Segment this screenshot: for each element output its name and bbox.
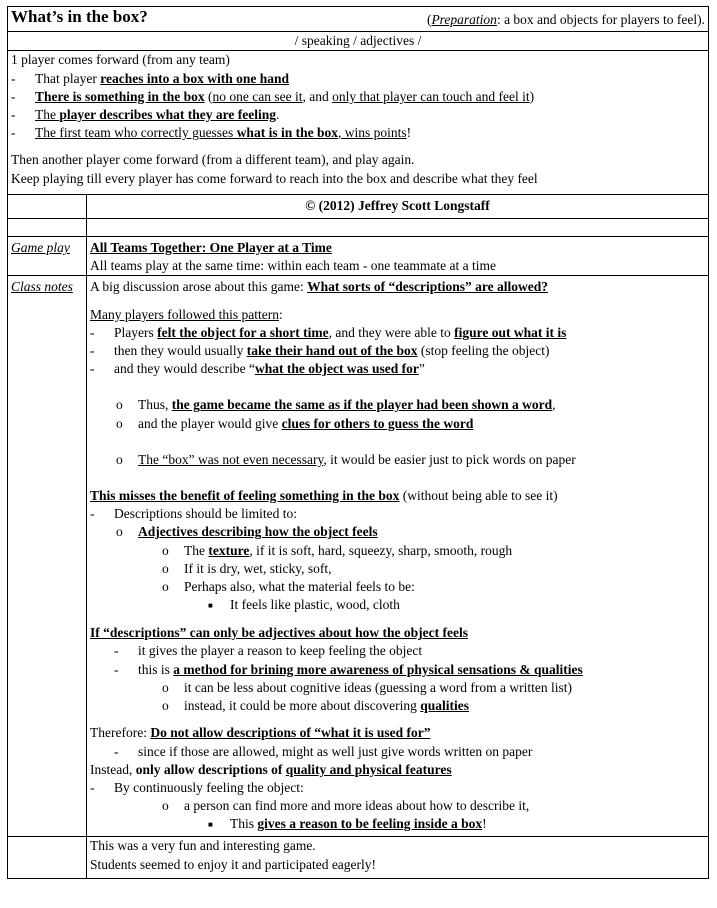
- dash-marker: -: [90, 779, 95, 795]
- spacer: [90, 715, 705, 724]
- classnotes-row: [8, 276, 709, 837]
- intro-bullet: - There is something in the box (no one can see it, and only that player can touch and feel it): [11, 88, 705, 106]
- classnotes-label: Class notes: [11, 279, 73, 295]
- circle-marker: o: [116, 451, 123, 467]
- dash-marker: -: [114, 743, 119, 759]
- spacer: [90, 433, 705, 451]
- note-bullet: - it gives the player a reason to keep feeling the object: [90, 642, 705, 660]
- activity-title: What’s in the box?: [11, 7, 148, 26]
- spacer: [90, 297, 705, 306]
- final-line: This was a very fun and interesting game.: [90, 838, 316, 854]
- note-subbullet: o The “box” was not even necessary, it would be easier just to pick words on paper: [90, 451, 705, 469]
- blank-cell: [8, 219, 87, 237]
- note-subsubbullet: o The texture, if it is soft, hard, squeezy, sharp, smooth, rough: [90, 542, 705, 560]
- final-line: Students seemed to enjoy it and participated eagerly!: [90, 856, 377, 872]
- note-line: This misses the benefit of feeling something in the box (without being able to see it): [90, 488, 558, 504]
- intro-paragraph: Then another player come forward (from a different team), and play again.: [11, 152, 415, 168]
- blank-row: [8, 219, 709, 237]
- circle-marker: o: [116, 524, 123, 540]
- title-cell: [8, 7, 709, 32]
- preparation-note: (Preparation: a box and objects for players to feel).: [426, 12, 705, 27]
- dash-marker: -: [11, 125, 16, 141]
- note-bullet: - since if those are allowed, might as well just give words written on paper: [90, 743, 705, 761]
- spacer: [90, 615, 705, 624]
- intro-bullet: - That player reaches into a box with one hand: [11, 70, 705, 88]
- circle-marker: o: [162, 798, 169, 814]
- note-subsubbullet: o it can be less about cognitive ideas (guessing a word from a written list): [90, 679, 705, 697]
- circle-marker: o: [162, 698, 169, 714]
- note-line: If “descriptions” can only be adjectives about how the object feels: [90, 625, 468, 641]
- note-bullet: - then they would usually take their hand out of the box (stop feeling the object): [90, 342, 705, 360]
- gameplay-cell: [87, 237, 709, 276]
- empty-label-cell: [8, 837, 87, 878]
- note-line: A big discussion arose about this game: What sorts of “descriptions” are allowed?: [90, 279, 548, 295]
- square-marker: ■: [208, 601, 213, 611]
- circle-marker: o: [162, 560, 169, 576]
- empty-label-cell: [8, 194, 87, 218]
- note-subsubbullet: o instead, it could be more about discovering qualities: [90, 697, 705, 715]
- dash-marker: -: [114, 661, 119, 677]
- circle-marker: o: [162, 679, 169, 695]
- spacer: [11, 142, 705, 151]
- circle-marker: o: [162, 579, 169, 595]
- intro-bullet: - The player describes what they are feeling.: [11, 106, 705, 124]
- circle-marker: o: [116, 397, 123, 413]
- final-cell: [87, 837, 709, 878]
- copyright-row: [8, 194, 709, 218]
- intro-bullet: - The first team who correctly guesses what is in the box, wins points!: [11, 124, 705, 142]
- dash-marker: -: [90, 343, 95, 359]
- dash-marker: -: [90, 324, 95, 340]
- tags-cell: [8, 32, 709, 51]
- classnotes-label-cell: [8, 276, 87, 837]
- note-subbullet: o Thus, the game became the same as if the player had been shown a word,: [90, 396, 705, 414]
- circle-marker: o: [116, 415, 123, 431]
- note-bullet: - and they would describe “what the object was used for”: [90, 360, 705, 378]
- note-bullet: - By continuously feeling the object:: [90, 779, 705, 797]
- intro-paragraph: Keep playing till every player has come forward to reach into the box and describe what they feel: [11, 170, 538, 186]
- lesson-table: [7, 6, 709, 879]
- dash-marker: -: [90, 506, 95, 522]
- intro-line: 1 player comes forward (from any team): [11, 52, 230, 68]
- note-bullet: - this is a method for brining more awareness of physical sensations & qualities: [90, 661, 705, 679]
- dash-marker: -: [90, 361, 95, 377]
- skill-tags: / speaking / adjectives /: [294, 33, 422, 49]
- dash-marker: -: [11, 107, 16, 123]
- spacer: [90, 469, 705, 487]
- intro-row: [8, 51, 709, 194]
- blank-cell: [87, 219, 709, 237]
- intro-cell: [8, 51, 709, 194]
- note-subsubbullet: o Perhaps also, what the material feels to be:: [90, 578, 705, 596]
- note-square-bullet: ■ It feels like plastic, wood, cloth: [90, 596, 705, 615]
- preparation-label: Preparation: [431, 12, 497, 27]
- note-subsubbullet: o If it is dry, wet, sticky, soft,: [90, 560, 705, 578]
- gameplay-label: Game play: [11, 240, 70, 256]
- spacer: [90, 378, 705, 396]
- gameplay-row: [8, 237, 709, 276]
- title-row: [8, 7, 709, 32]
- note-bullet: - Players felt the object for a short time, and they were able to figure out what it is: [90, 324, 705, 342]
- circle-marker: o: [162, 542, 169, 558]
- copyright-text: © (2012) Jeffrey Scott Longstaff: [305, 197, 490, 213]
- note-subbullet: o and the player would give clues for others to guess the word: [90, 415, 705, 433]
- note-bullet: - Descriptions should be limited to:: [90, 505, 705, 523]
- gameplay-heading: All Teams Together: One Player at a Time: [90, 240, 332, 256]
- note-line: Many players followed this pattern:: [90, 306, 283, 322]
- dash-marker: -: [114, 643, 119, 659]
- note-line: Therefore: Do not allow descriptions of “what it is used for”: [90, 725, 431, 741]
- note-line: Instead, only allow descriptions of quality and physical features: [90, 761, 452, 777]
- tags-row: [8, 32, 709, 51]
- gameplay-label-cell: [8, 237, 87, 276]
- final-row: [8, 837, 709, 878]
- copyright-cell: [87, 194, 709, 218]
- square-marker: ■: [208, 820, 213, 830]
- dash-marker: -: [11, 88, 16, 104]
- note-subbullet: o Adjectives describing how the object feels: [90, 523, 705, 541]
- dash-marker: -: [11, 70, 16, 86]
- gameplay-text: All teams play at the same time: within each team - one teammate at a time: [90, 258, 496, 274]
- note-square-bullet: ■ This gives a reason to be feeling inside a box!: [90, 815, 705, 834]
- classnotes-cell: [87, 276, 709, 837]
- note-subsubbullet: o a person can find more and more ideas about how to describe it,: [90, 797, 705, 815]
